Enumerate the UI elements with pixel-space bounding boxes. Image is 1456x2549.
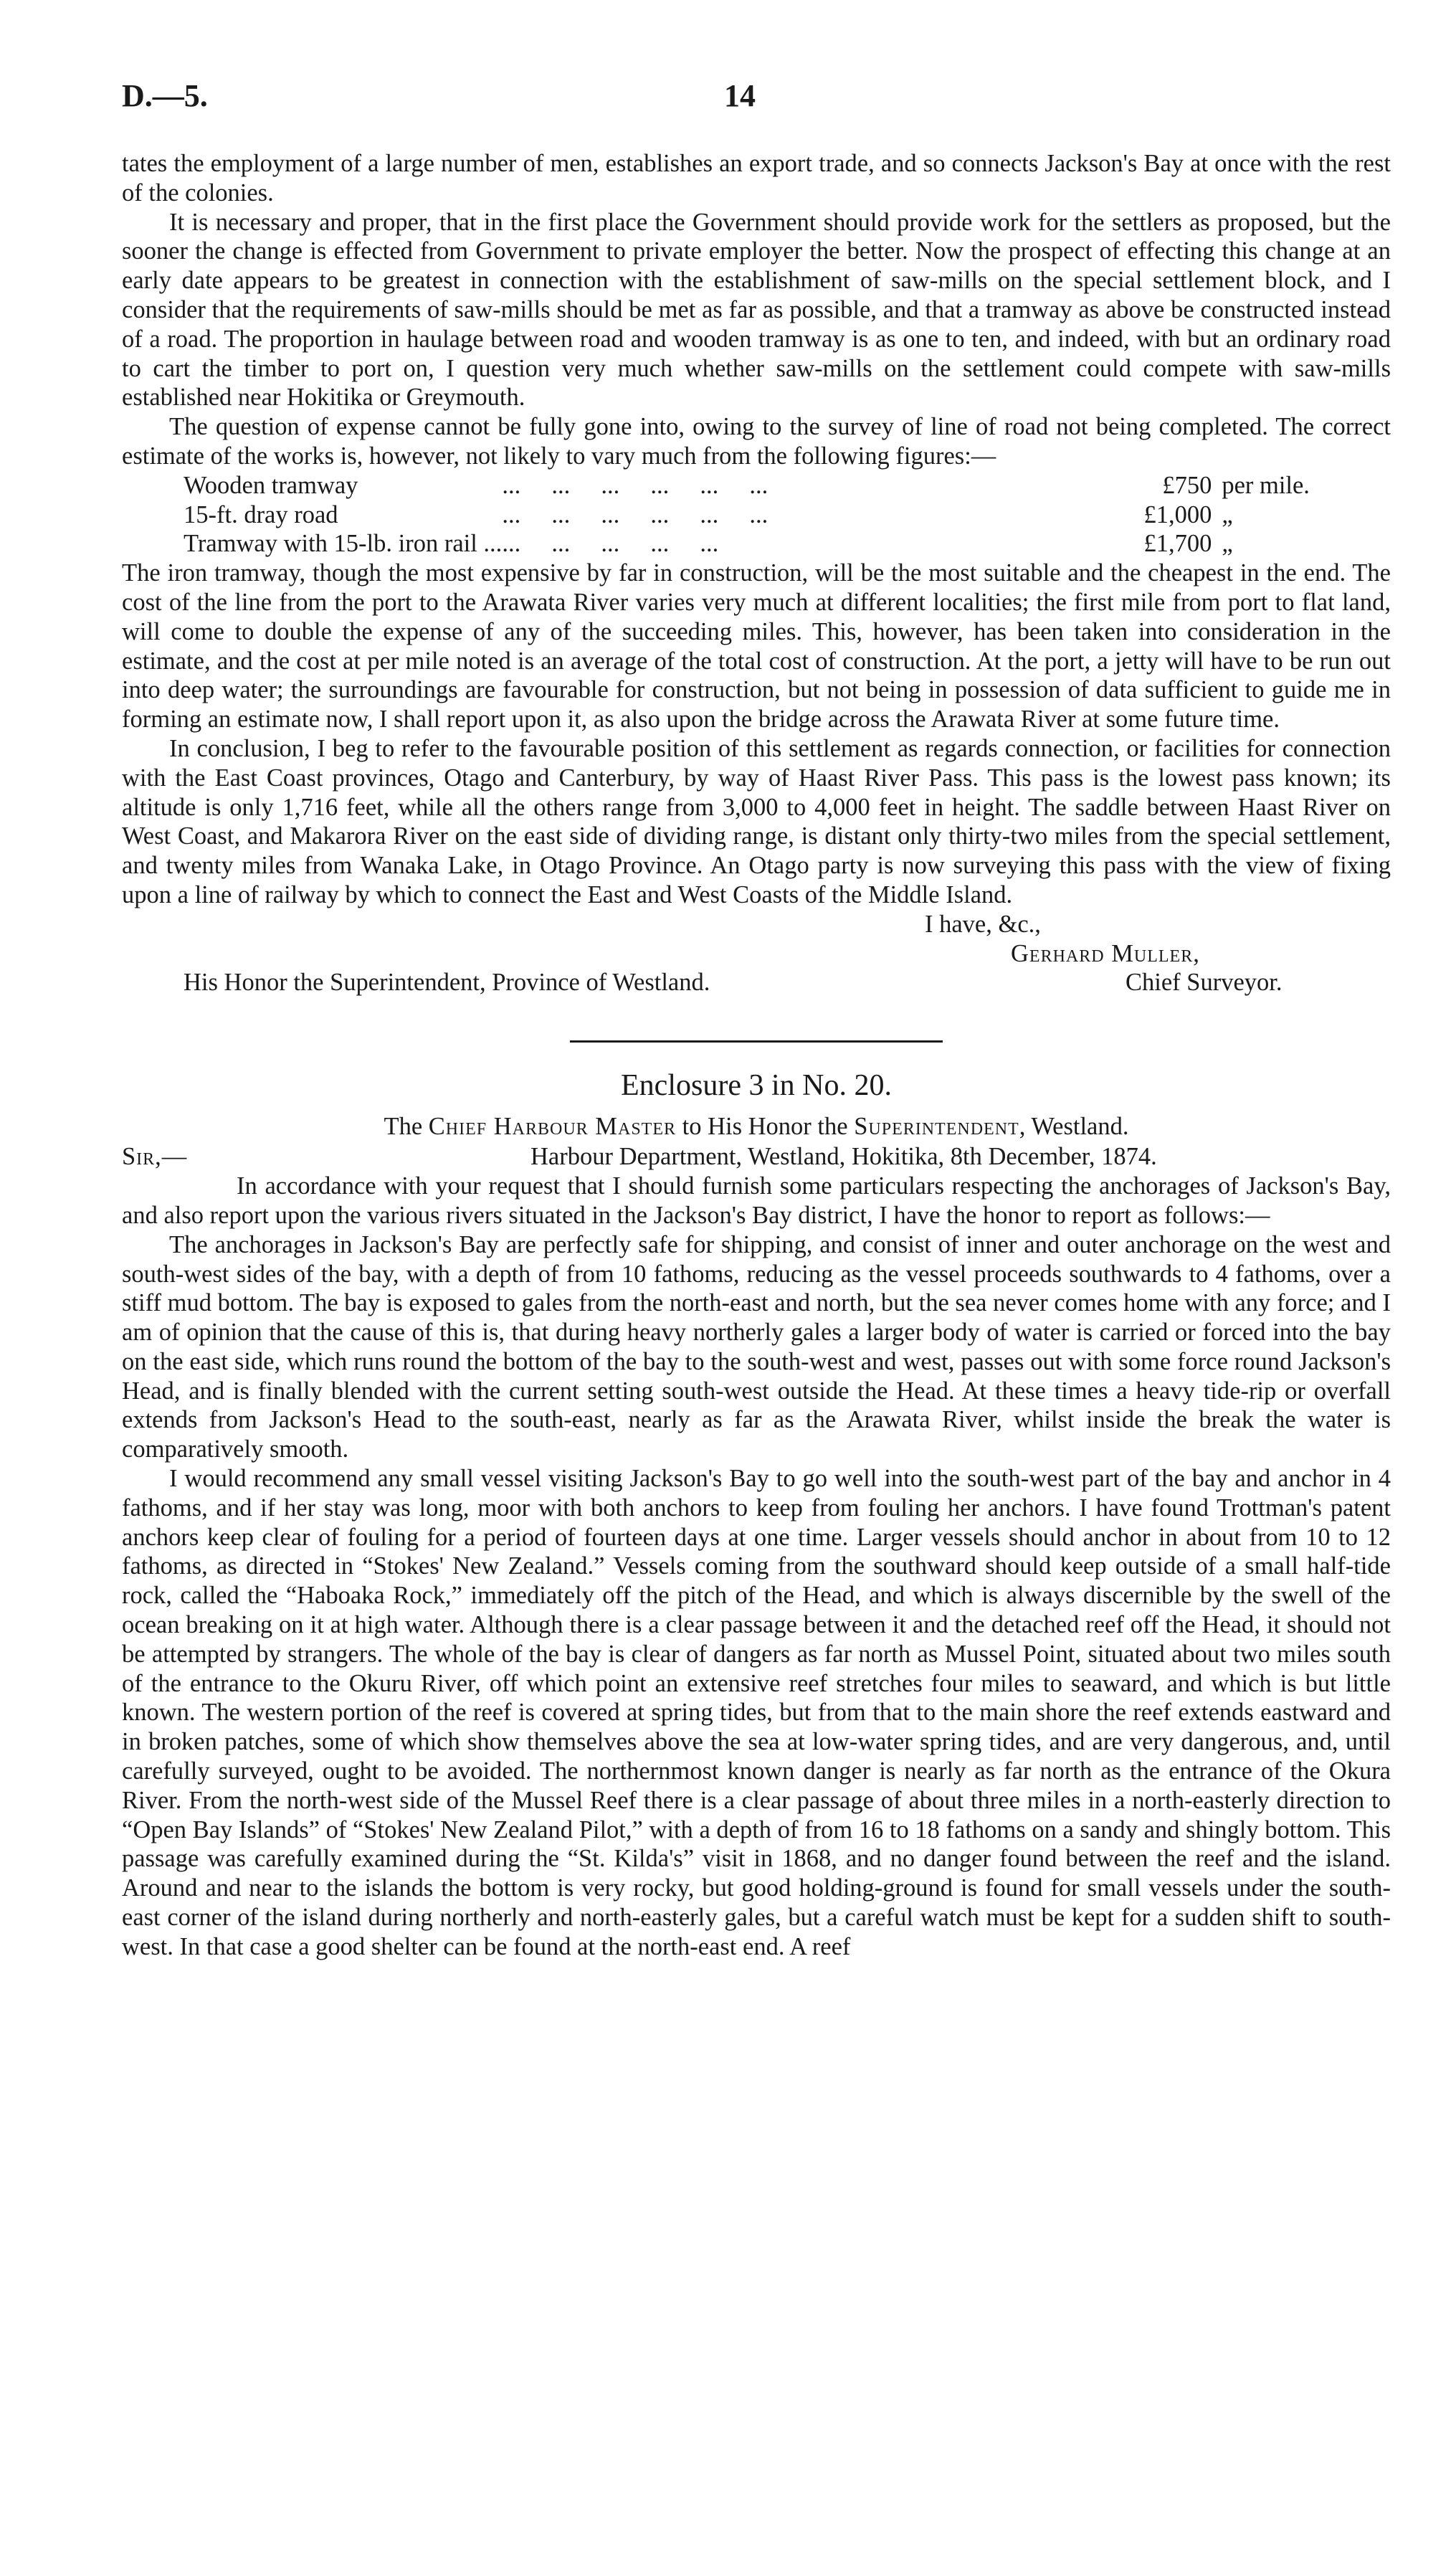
leader-dots: ... ... ... ... ... ... (502, 500, 769, 528)
cost-unit: „ (1222, 530, 1233, 558)
enclosure-title: Enclosure 3 in No. 20. (621, 1069, 892, 1103)
cost-item: Wooden tramway (184, 471, 358, 499)
addressee: His Honor the Superintendent, Province of Westland. (184, 969, 710, 997)
paragraph-continuation: tates the employment of a large number of men, establishes an export trade, and so connects Jackson's Bay at once with the rest of the colonies. (122, 150, 1391, 207)
cost-row (184, 529, 1310, 559)
cost-row (184, 500, 1310, 530)
recipient-title: Superintendent (854, 1113, 1019, 1141)
salutation: Sir,— (122, 1143, 188, 1171)
signature-block (122, 910, 1391, 997)
signer-title: Chief Surveyor. (1126, 969, 1283, 997)
cost-unit: „ (1222, 500, 1233, 528)
paragraph-expense: The question of expense cannot be fully gone into, owing to the survey of line of road not being completed. The correct estimate of the works is, however, not likely to vary much from the following figures:— (122, 413, 1391, 470)
paragraph-iron-tramway: The iron tramway, though the most expensive by far in construction, will be the most suitable and the cheapest in the end. The cost of the line from the port to the Arawata River varies very much at different localities; the first mile from port to flat land, will come to double the expense of any of the succeeding miles. This, however, has been taken into consideration in the estimate, and the cost at per mile noted is an average of the total cost of construction. At the port, a jetty will have to be run out into deep water; the surroundings are favourable for construction, but not being in possession of data sufficient to guide me in forming an estimate now, I shall report upon it, as also upon the bridge across the Arawata River at some future time. (122, 559, 1391, 734)
closing-line: I have, &c., (925, 910, 1041, 938)
document-reference: D.—5. (122, 78, 208, 113)
cost-estimate-table (184, 471, 1310, 559)
paragraph-recommendation: I would recommend any small vessel visiting Jackson's Bay to go well into the south-west part of the bay and anchor in 4 fathoms, and if her stay was long, moor with both anchors to keep from fouling her anchors. I have found Trottman's patent anchors keep clear of fouling for a period of fourteen days at one time. Larger vessels should anchor in about from 10 to 12 fathoms, as directed in “Stokes' New Zealand.” Vessels coming from the southward should keep outside of a small half-tide rock, called the “Haboaka Rock,” immediately off the pitch of the Head, and which is always discernible by the swell of the ocean breaking on it at high water. Although there is a clear passage between it and the detached reef off the Head, it should not be attempted by strangers. The whole of the bay is clear of dangers as far north as Mussel Point, situated about two miles south of the entrance to the Okuru River, off which point an extensive reef stretches four miles to seaward, and which is but little known. The western portion of the reef is covered at spring tides, but from that to the main shore the reef extends eastward and in broken patches, some of which show themselves above the sea at low-water spring tides, and are very dangerous, and, until carefully surveyed, ought to be avoided. The northernmost known danger is nearly as far north as the entrance of the Okura River. From the north-west side of the Mussel Reef there is a clear passage of about three miles in a north-easterly direction to “Open Bay Islands” of “Stokes' New Zealand Pilot,” with a depth of from 16 to 18 fathoms on a sandy and shingly bottom. This passage was carefully examined during the “St. Kilda's” visit in 1868, and no danger found between the reef and the island. Around and near to the islands the bottom is very rocky, but good holding-ground is found for small vessels under the south-east corner of the island during northerly and north-easterly gales, but a careful watch must be kept for a sudden shift to south-west. In that case a good shelter can be found at the north-east end. A reef (122, 1465, 1391, 1960)
section-divider (570, 1040, 943, 1043)
cost-unit: per mile. (1222, 471, 1310, 499)
leader-dots: ... ... ... ... ... (502, 530, 719, 558)
paragraph-request: In accordance with your request that I should furnish some particulars respecting the anchorages of Jackson's Bay, and also report upon the various rivers situated in the Jackson's Bay district, I have the honor to report as follows:— (122, 1172, 1391, 1229)
cost-item: 15-ft. dray road (184, 500, 338, 528)
cost-row (184, 471, 1310, 500)
enclosure-subtitle: The Chief Harbour Master to His Honor the Superintendent, Westland. (384, 1113, 1129, 1141)
letter-address: Harbour Department, Westland, Hokitika, 8th December, 1874. (530, 1143, 1157, 1171)
page-number: 14 (724, 78, 756, 113)
sender-title: Chief Harbour Master (428, 1113, 676, 1141)
paragraph-anchorages: The anchorages in Jackson's Bay are perfectly safe for shipping, and consist of inner and outer anchorage on the west and south-west sides of the bay, with a depth of from 10 fathoms, reducing as the vessel proceeds southwards to 4 fathoms, over a stiff mud bottom. The bay is exposed to gales from the north-east and north, but the sea never comes home with any force; and I am of opinion that the cause of this is, that during heavy northerly gales a larger body of water is carried or forced into the bay on the east side, which runs round the bottom of the bay to the south-west and west, passes out with some force round Jackson's Head, and is finally blended with the current setting south-west outside the Head. At these times a heavy tide-rip or overfall extends from Jackson's Head to the south-east, nearly as far as the Arawata River, whilst inside the break the water is comparatively smooth. (122, 1230, 1391, 1463)
cost-amount: £1,700 (1143, 530, 1212, 558)
salutation-row (122, 1141, 1391, 1172)
paragraph-conclusion: In conclusion, I beg to refer to the favourable position of this settlement as regards connection, or facilities for connection with the East Coast provinces, Otago and Canterbury, by way of Haast River Pass. This pass is the lowest pass known; its altitude is only 1,716 feet, while all the others range from 3,000 to 4,000 feet in height. The saddle between Haast River on West Coast, and Makarora River on the east side of dividing range, is distant only thirty-two miles from the special settlement, and twenty miles from Wanaka Lake, in Otago Province. An Otago party is now surveying this pass with the view of fixing upon a line of railway by which to connect the East and West Coasts of the Middle Island. (122, 734, 1391, 908)
cost-item: Tramway with 15-lb. iron rail ... (184, 530, 503, 558)
page-body (122, 149, 1391, 1962)
cost-amount: £750 (1162, 471, 1212, 499)
signer-name: Gerhard Muller, (1011, 939, 1200, 967)
cost-amount: £1,000 (1143, 500, 1212, 528)
leader-dots: ... ... ... ... ... ... (502, 471, 769, 499)
paragraph-government-work: It is necessary and proper, that in the first place the Government should provide work for the settlers as proposed, but the sooner the change is effected from Government to private employer the better. Now the prospect of effecting this change at an early date appears to be greatest in connection with the establishment of saw-mills on the special settlement block, and I consider that the requirements of saw-mills should be met as far as possible, and that a tramway as above be constructed instead of a road. The proportion in haulage between road and wooden tramway is as one to ten, and indeed, with but an ordinary road to cart the timber to port on, I question very much whether saw-mills on the settlement could compete with saw-mills established near Hokitika or Greymouth. (122, 208, 1391, 412)
